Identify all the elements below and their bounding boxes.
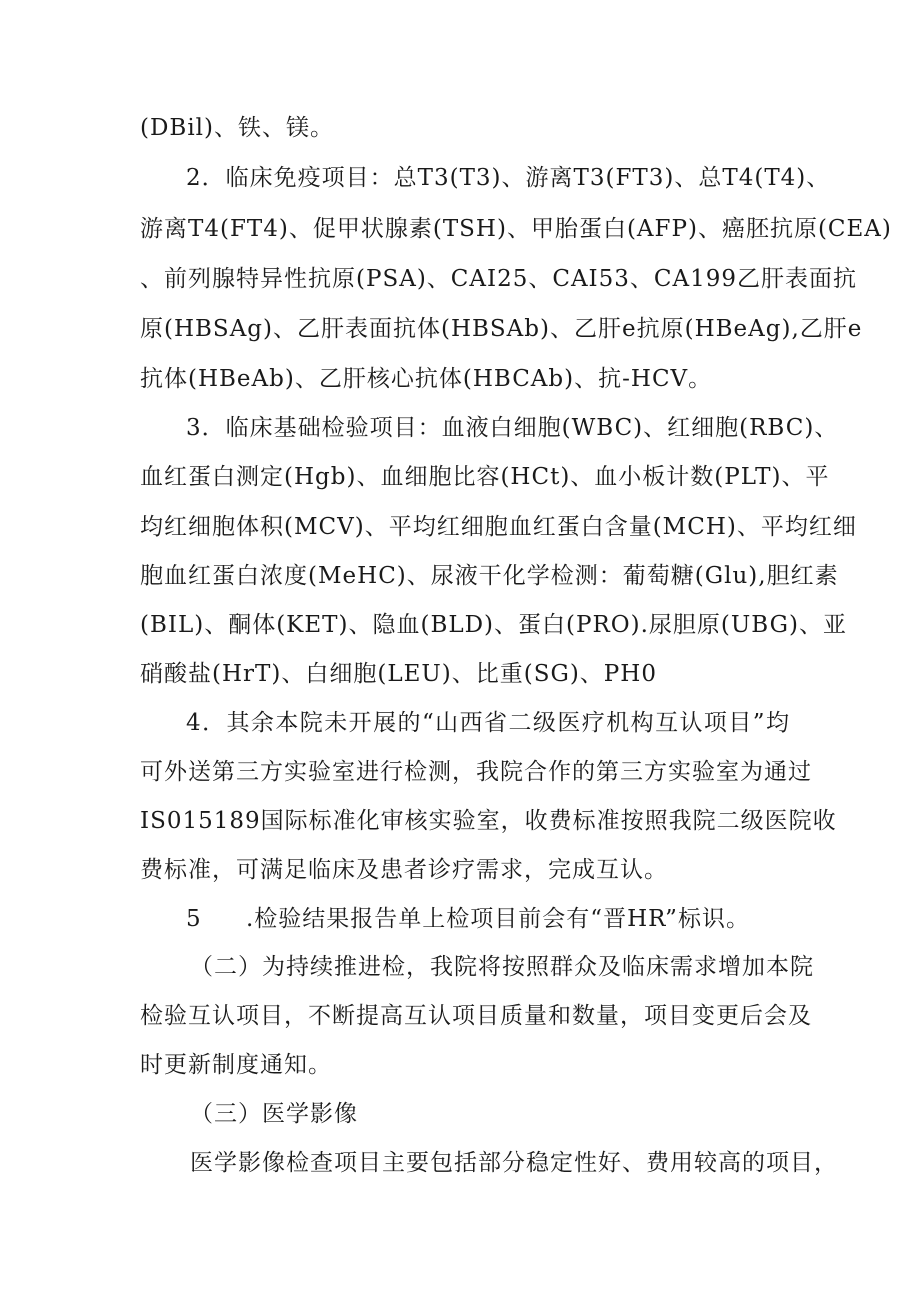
text-line: 可外送第三方实验室进行检测，我院合作的第三方实验室为通过 <box>140 759 812 785</box>
text-line: 时更新制度通知。 <box>140 1052 332 1078</box>
text-line: (DBil)、铁、镁。 <box>140 115 335 141</box>
text-line: 2．临床免疫项目：总T3(T3)、游离T3(FT3)、总T4(T4)、 <box>186 165 831 191</box>
text-line: 均红细胞体积(MCV)、平均红细胞血红蛋白含量(MCH)、平均红细 <box>140 514 857 540</box>
text-line: 胞血红蛋白浓度(MeHC)、尿液干化学检测：葡萄糖(Glu),胆红素 <box>140 563 839 589</box>
text-line: 游离T4(FT4)、促甲状腺素(TSH)、甲胎蛋白(AFP)、癌胚抗原(CEA) <box>140 216 892 242</box>
text-line: IS015189国际标准化审核实验室，收费标准按照我院二级医院收 <box>140 808 837 834</box>
text-line: .检验结果报告单上检项目前会有“晋HR”标识。 <box>246 906 750 932</box>
text-line: 抗体(HBeAb)、乙肝核心抗体(HBCAb)、抗-HCV。 <box>140 366 713 392</box>
text-line: 4．其余本院未开展的“山西省二级医疗机构互认项目”均 <box>186 710 790 736</box>
list-number: 5 <box>186 906 201 932</box>
text-line: 费标准，可满足临床及患者诊疗需求，完成互认。 <box>140 857 668 883</box>
text-line: 硝酸盐(HrT)、白细胞(LEU)、比重(SG)、PH0 <box>140 661 657 687</box>
text-line: 医学影像检查项目主要包括部分稳定性好、费用较高的项目， <box>190 1150 838 1176</box>
text-line: 原(HBSAg)、乙肝表面抗体(HBSAb)、乙肝e抗原(HBeAg),乙肝e <box>140 316 863 342</box>
text-line: 3．临床基础检验项目：血液白细胞(WBC)、红细胞(RBC)、 <box>186 415 839 441</box>
text-line: 检验互认项目，不断提高互认项目质量和数量，项目变更后会及 <box>140 1003 812 1029</box>
section-heading: （三）医学影像 <box>190 1101 358 1127</box>
text-line: 、前列腺特异性抗原(PSA)、CAI25、CAI53、CA199乙肝表面抗 <box>140 266 858 292</box>
text-line: 血红蛋白测定(Hgb)、血细胞比容(HCt)、血小板计数(PLT)、平 <box>140 464 830 490</box>
text-line: （二）为持续推进检，我院将按照群众及临床需求增加本院 <box>190 954 814 980</box>
text-line: (BIL)、酮体(KET)、隐血(BLD)、蛋白(PRO).尿胆原(UBG)、亚 <box>140 612 847 638</box>
